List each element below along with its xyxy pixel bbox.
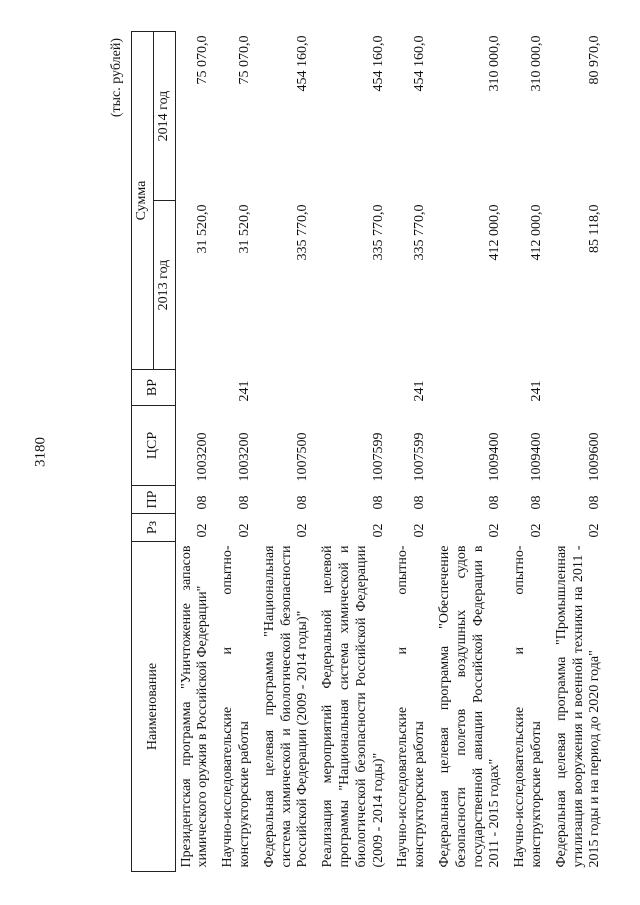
row-rz: 02 [236,523,252,538]
header-vr: ВР [132,370,176,406]
row-csr: 1003200 [195,432,211,482]
row-rz: 02 [487,523,503,538]
row-sum-2013: 335 770,0 [295,204,311,261]
row-sum-2014: 310 000,0 [528,35,544,92]
row-name: Реализация мероприятий Федеральной целевой программы "Национальная система химической и биологической безопасности Российской Федерации (2009 - 2014 годы)" [320,545,386,868]
table-row [551,32,609,872]
row-pr: 08 [370,495,386,510]
units-label: (тыс. рублей) [109,38,124,118]
row-name: Федеральная целевая программа "Промышленная утилизация вооружения и военной техники на 2011 - 2015 годы и на период до 2020 года" [553,545,603,868]
rotated-page-content [105,32,603,872]
row-rz: 02 [412,523,428,538]
row-vr: 241 [236,380,252,402]
row-csr: 1007500 [295,432,311,482]
page-number: 3180 [32,437,49,467]
row-sum-2014: 454 160,0 [295,35,311,92]
row-vr [259,370,317,406]
row-sum-2014: 310 000,0 [487,35,503,92]
row-vr [317,370,392,406]
table-row [509,32,551,872]
header-sum: Сумма [132,32,154,370]
budget-table [131,31,609,872]
row-csr: 1009600 [587,432,603,482]
row-sum-2013: 335 770,0 [412,204,428,261]
row-pr: 08 [295,495,311,510]
row-name: Федеральная целевая программа "Национальная система химической и биологической безопасности Российской Федерации (2009 - 2014 годы)" [261,545,311,868]
row-sum-2013: 31 520,0 [236,204,252,254]
row-sum-2013: 412 000,0 [487,204,503,261]
row-sum-2013: 412 000,0 [528,204,544,261]
row-csr: 1007599 [412,432,428,482]
row-sum-2013: 335 770,0 [370,204,386,261]
row-pr: 08 [195,495,211,510]
row-rz: 02 [587,523,603,538]
row-sum-2014: 80 970,0 [587,35,603,85]
table-row [175,32,217,872]
row-rz: 02 [370,523,386,538]
row-csr: 1009400 [528,432,544,482]
table-row [434,32,509,872]
row-vr [434,370,509,406]
row-name: Научно-исследовательские и опытно-конструкторские работы [395,545,428,868]
row-pr: 08 [587,495,603,510]
row-sum-2013: 31 520,0 [195,204,211,254]
row-vr: 241 [528,380,544,402]
row-sum-2014: 454 160,0 [370,35,386,92]
row-rz: 02 [295,523,311,538]
row-name: Федеральная целевая программа "Обеспечение безопасности полетов воздушных судов государственной авиации Российской Федерации в 2011 - 2015 годах" [436,545,503,868]
table-row [392,32,434,872]
row-pr: 08 [236,495,252,510]
header-rz: Рз [132,514,176,542]
row-pr: 08 [528,495,544,510]
header-name: Наименование [132,542,176,872]
header-pr: ПР [132,486,176,514]
row-rz: 02 [195,523,211,538]
table-row [259,32,317,872]
header-year-2013: 2013 год [153,201,175,370]
row-name: Научно-исследовательские и опытно-конструкторские работы [512,545,544,868]
row-vr [175,370,217,406]
row-name: Президентская программа "Уничтожение запасов химического оружия в Российской Федерации" [178,545,211,868]
row-pr: 08 [487,495,503,510]
row-csr: 1003200 [236,432,252,482]
row-rz: 02 [528,523,544,538]
row-vr: 241 [412,380,428,402]
header-csr: ЦСР [132,406,176,486]
row-sum-2014: 75 070,0 [236,35,252,85]
header-year-2014: 2014 год [153,32,175,201]
row-sum-2014: 454 160,0 [412,35,428,92]
row-pr: 08 [412,495,428,510]
row-csr: 1007599 [370,432,386,482]
row-sum-2013: 85 118,0 [587,204,603,253]
row-name: Научно-исследовательские и опытно-конструкторские работы [220,545,252,868]
table-row [217,32,259,872]
row-vr [551,370,609,406]
table-row [317,32,392,872]
row-sum-2014: 75 070,0 [195,35,211,85]
row-csr: 1009400 [487,432,503,482]
